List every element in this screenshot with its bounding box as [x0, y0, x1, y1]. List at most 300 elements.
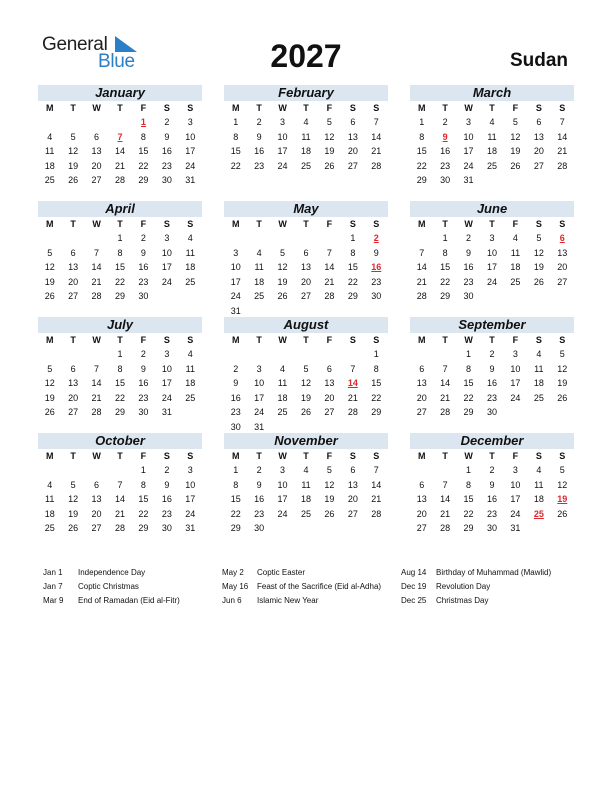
weekday-label: F	[326, 103, 333, 113]
day-cell: 29	[230, 523, 241, 533]
weekday-label: T	[70, 103, 76, 113]
empty-day-cell	[410, 463, 433, 478]
day-cell: 8	[140, 131, 146, 142]
day-cell: 5	[559, 349, 565, 359]
holiday-entry	[222, 594, 381, 608]
weekday-label: F	[326, 335, 333, 345]
weekday-label: W	[92, 335, 101, 345]
day-cell: 11	[254, 262, 264, 272]
month-november	[224, 433, 388, 536]
day-cell: 7	[94, 247, 100, 258]
empty-day-cell	[38, 347, 61, 362]
day-cell: 7	[419, 247, 425, 258]
day-cell: 1	[442, 233, 448, 243]
day-cell: 14	[416, 262, 427, 272]
day-cell: 13	[91, 494, 102, 504]
day-cell: 21	[347, 392, 358, 403]
day-cell: 26	[44, 407, 55, 417]
day-cell: 10	[161, 247, 172, 258]
day-cell: 1	[466, 349, 472, 359]
day-cell: 31	[463, 175, 474, 185]
month-grid	[38, 217, 202, 304]
weekday-label: W	[92, 103, 101, 113]
day-cell: 1	[373, 349, 379, 359]
day-cell: 30	[371, 291, 382, 301]
day-cell: 25	[533, 392, 544, 403]
empty-day-cell	[61, 231, 84, 246]
weekday-label: T	[442, 451, 448, 461]
weekday-label: S	[559, 335, 566, 345]
day-cell: 20	[347, 146, 358, 156]
day-cell: 24	[277, 508, 288, 519]
day-cell: 18	[277, 392, 288, 403]
day-cell: 30	[254, 523, 265, 533]
day-cell: 9	[489, 363, 495, 374]
day-cell: 2	[233, 363, 239, 374]
day-cell: 4	[187, 233, 193, 243]
weekday-label: F	[326, 451, 333, 461]
weekday-label: W	[92, 219, 101, 229]
day-cell: 2	[256, 117, 262, 127]
day-cell: 8	[233, 131, 239, 142]
day-cell: 3	[512, 465, 518, 475]
day-cell: 5	[303, 363, 309, 374]
month-grid	[224, 101, 388, 173]
day-cell: 7	[373, 117, 379, 127]
day-cell: 8	[117, 363, 123, 374]
day-cell: 28	[324, 291, 335, 301]
weekday-label: T	[70, 335, 76, 345]
day-cell: 3	[164, 233, 170, 243]
weekday-label: T	[256, 103, 262, 113]
day-cell: 30	[230, 421, 241, 432]
day-cell: 26	[277, 291, 288, 301]
day-cell: 27	[68, 291, 79, 301]
empty-day-cell	[38, 115, 61, 130]
holiday-date: Dec 19	[401, 582, 427, 591]
weekday-label: T	[117, 335, 123, 345]
holiday-entry	[222, 580, 381, 594]
day-cell: 20	[91, 160, 102, 171]
day-cell: 4	[489, 117, 495, 127]
weekday-label: W	[464, 335, 473, 345]
day-cell: 18	[510, 262, 521, 272]
weekday-label: M	[231, 103, 240, 113]
day-cell: 23	[254, 508, 265, 519]
day-cell: 15	[371, 378, 382, 388]
day-cell: 29	[347, 291, 358, 301]
weekday-label: W	[278, 103, 287, 113]
day-cell: 13	[324, 378, 335, 388]
day-cell: 3	[466, 117, 472, 127]
day-cell: 18	[300, 494, 311, 504]
day-cell: 16	[486, 378, 497, 388]
day-cell: 28	[91, 291, 102, 301]
day-cell: 24	[230, 291, 241, 301]
empty-day-cell	[433, 463, 456, 478]
day-cell: 12	[557, 479, 568, 490]
day-cell: 19	[510, 146, 521, 156]
weekday-label: S	[535, 451, 542, 461]
day-cell: 31	[161, 407, 172, 417]
day-cell: 18	[44, 160, 55, 171]
day-cell: 23	[463, 276, 474, 287]
day-cell: 2	[466, 233, 472, 243]
day-cell: 23	[138, 392, 149, 403]
month-june	[410, 201, 574, 304]
day-cell: 18	[300, 146, 311, 156]
day-cell: 19	[68, 508, 79, 519]
day-cell: 10	[486, 247, 497, 258]
day-cell: 19	[44, 276, 55, 287]
day-cell: 14	[324, 262, 335, 272]
day-cell: 7	[326, 247, 332, 258]
day-cell: 17	[510, 494, 521, 504]
day-cell: 2	[489, 465, 495, 475]
day-cell: 9	[256, 131, 262, 142]
weekday-label: T	[442, 103, 448, 113]
day-cell: 23	[230, 407, 241, 417]
month-title: February	[224, 85, 388, 101]
month-title: April	[38, 201, 202, 217]
day-cell: 6	[94, 479, 100, 490]
day-cell: 13	[347, 131, 358, 142]
day-cell: 31	[185, 175, 196, 185]
day-cell: 10	[510, 363, 521, 374]
holiday-name: Coptic Christmas	[78, 582, 139, 591]
month-title: July	[38, 317, 202, 333]
month-may	[224, 201, 388, 318]
day-cell: 5	[70, 131, 76, 142]
day-cell: 28	[416, 291, 427, 301]
day-cell: 21	[114, 160, 125, 171]
month-july	[38, 317, 202, 420]
day-cell: 24	[510, 392, 521, 403]
weekday-label: S	[373, 103, 380, 113]
day-cell: 8	[140, 479, 146, 490]
weekday-label: S	[163, 335, 170, 345]
day-cell: 12	[533, 247, 544, 258]
calendar-year: 2027	[270, 38, 342, 74]
month-grid	[224, 217, 388, 318]
day-cell: 17	[463, 146, 474, 156]
day-cell: 20	[557, 262, 568, 272]
day-cell: 26	[68, 175, 79, 185]
weekday-label: M	[417, 335, 426, 345]
holiday-name: Independence Day	[78, 568, 146, 577]
day-cell: 17	[510, 378, 521, 388]
weekday-label: S	[349, 335, 356, 345]
day-cell: 22	[230, 160, 241, 171]
day-cell: 18	[533, 494, 544, 504]
day-cell: 22	[347, 276, 358, 287]
holiday-day-cell: 2	[373, 233, 379, 243]
empty-day-cell	[318, 347, 341, 362]
month-title: January	[38, 85, 202, 101]
empty-day-cell	[271, 231, 294, 246]
day-cell: 26	[324, 508, 335, 519]
holiday-day-cell: 25	[533, 508, 544, 519]
day-cell: 21	[371, 494, 382, 504]
day-cell: 17	[230, 276, 241, 287]
holiday-name: End of Ramadan (Eid al-Fitr)	[78, 596, 180, 605]
month-title: September	[410, 317, 574, 333]
holiday-date: Mar 9	[43, 596, 64, 605]
holiday-date: Jan 1	[43, 568, 63, 577]
day-cell: 30	[138, 291, 149, 301]
weekday-label: S	[535, 103, 542, 113]
day-cell: 21	[371, 146, 382, 156]
weekday-label: W	[464, 103, 473, 113]
month-september	[410, 317, 574, 420]
day-cell: 16	[463, 262, 474, 272]
day-cell: 13	[533, 131, 544, 142]
day-cell: 28	[440, 523, 451, 533]
day-cell: 4	[280, 363, 286, 374]
day-cell: 16	[138, 378, 149, 388]
month-grid	[38, 449, 202, 536]
day-cell: 18	[185, 262, 196, 272]
day-cell: 6	[419, 479, 425, 490]
day-cell: 8	[350, 247, 356, 258]
weekday-label: T	[303, 451, 309, 461]
day-cell: 19	[324, 494, 335, 504]
empty-day-cell	[410, 231, 433, 246]
holiday-day-cell: 1	[140, 117, 146, 127]
day-cell: 1	[419, 117, 425, 127]
day-cell: 13	[300, 262, 311, 272]
weekday-label: S	[349, 103, 356, 113]
day-cell: 28	[347, 407, 358, 417]
day-cell: 14	[91, 262, 102, 272]
empty-day-cell	[224, 347, 247, 362]
day-cell: 17	[277, 146, 288, 156]
day-cell: 23	[138, 276, 149, 287]
day-cell: 2	[489, 349, 495, 359]
day-cell: 18	[254, 276, 265, 287]
day-cell: 8	[117, 247, 123, 258]
weekday-label: W	[278, 335, 287, 345]
day-cell: 5	[47, 363, 53, 374]
weekday-label: F	[140, 103, 147, 113]
month-title: May	[224, 201, 388, 217]
day-cell: 12	[44, 378, 55, 388]
day-cell: 29	[114, 407, 125, 417]
day-cell: 7	[350, 363, 356, 374]
day-cell: 10	[254, 378, 265, 388]
month-january	[38, 85, 202, 188]
day-cell: 25	[510, 276, 521, 287]
weekday-label: M	[231, 451, 240, 461]
day-cell: 5	[536, 233, 542, 243]
day-cell: 14	[440, 494, 451, 504]
day-cell: 27	[533, 160, 544, 171]
day-cell: 11	[534, 479, 544, 490]
empty-day-cell	[85, 347, 108, 362]
weekday-label: S	[559, 103, 566, 113]
holiday-day-cell: 9	[442, 131, 448, 142]
day-cell: 2	[164, 465, 170, 475]
holiday-day-cell: 14	[347, 378, 358, 388]
day-cell: 10	[161, 363, 172, 374]
day-cell: 11	[45, 146, 55, 156]
day-cell: 14	[114, 146, 125, 156]
empty-day-cell	[108, 463, 131, 478]
day-cell: 17	[185, 494, 196, 504]
weekday-label: F	[140, 451, 147, 461]
weekday-label: F	[140, 219, 147, 229]
weekday-label: S	[187, 335, 194, 345]
month-august	[224, 317, 388, 434]
day-cell: 29	[371, 407, 382, 417]
day-cell: 10	[185, 479, 196, 490]
day-cell: 14	[114, 494, 125, 504]
weekday-label: M	[417, 219, 426, 229]
month-title: March	[410, 85, 574, 101]
day-cell: 23	[486, 392, 497, 403]
day-cell: 15	[138, 494, 149, 504]
day-cell: 4	[187, 349, 193, 359]
holiday-column	[222, 566, 381, 608]
day-cell: 26	[44, 291, 55, 301]
day-cell: 11	[277, 378, 288, 388]
day-cell: 22	[114, 392, 125, 403]
empty-day-cell	[61, 463, 84, 478]
weekday-label: T	[117, 103, 123, 113]
weekday-label: F	[512, 103, 519, 113]
day-cell: 20	[347, 494, 358, 504]
day-cell: 27	[347, 160, 358, 171]
day-cell: 14	[371, 479, 382, 490]
day-cell: 27	[68, 407, 79, 417]
weekday-label: S	[163, 219, 170, 229]
day-cell: 21	[440, 508, 451, 519]
weekday-label: F	[512, 219, 519, 229]
day-cell: 22	[416, 160, 427, 171]
day-cell: 29	[138, 523, 149, 533]
day-cell: 9	[164, 131, 170, 142]
weekday-label: T	[442, 219, 448, 229]
day-cell: 13	[68, 378, 79, 388]
day-cell: 25	[254, 291, 265, 301]
day-cell: 16	[486, 494, 497, 504]
weekday-label: F	[140, 335, 147, 345]
day-cell: 15	[463, 494, 474, 504]
holiday-entry	[401, 594, 551, 608]
day-cell: 8	[419, 131, 425, 142]
day-cell: 11	[301, 479, 311, 490]
holiday-name: Islamic New Year	[257, 596, 319, 605]
weekday-label: T	[303, 103, 309, 113]
day-cell: 21	[91, 276, 102, 287]
weekday-label: S	[559, 451, 566, 461]
day-cell: 29	[463, 407, 474, 417]
month-title: August	[224, 317, 388, 333]
day-cell: 28	[114, 175, 125, 185]
weekday-label: T	[256, 335, 262, 345]
day-cell: 27	[91, 523, 102, 533]
weekday-label: M	[45, 451, 54, 461]
day-cell: 31	[254, 421, 265, 432]
empty-day-cell	[410, 347, 433, 362]
day-cell: 8	[466, 479, 472, 490]
day-cell: 28	[371, 160, 382, 171]
month-december	[410, 433, 574, 536]
day-cell: 28	[371, 508, 382, 519]
day-cell: 24	[185, 508, 196, 519]
month-title: June	[410, 201, 574, 217]
empty-day-cell	[61, 115, 84, 130]
day-cell: 15	[114, 262, 125, 272]
day-cell: 20	[324, 392, 335, 403]
holiday-day-cell: 16	[371, 262, 382, 272]
weekday-label: S	[349, 219, 356, 229]
day-cell: 20	[300, 276, 311, 287]
weekday-label: T	[303, 335, 309, 345]
weekday-label: T	[489, 451, 495, 461]
weekday-label: T	[256, 219, 262, 229]
day-cell: 1	[140, 465, 146, 475]
empty-day-cell	[85, 463, 108, 478]
day-cell: 9	[233, 378, 239, 388]
day-cell: 2	[140, 233, 146, 243]
day-cell: 16	[440, 146, 451, 156]
weekday-label: T	[117, 451, 123, 461]
day-cell: 14	[557, 131, 568, 142]
day-cell: 5	[326, 465, 332, 475]
day-cell: 24	[486, 276, 497, 287]
weekday-label: T	[256, 451, 262, 461]
holiday-day-cell: 6	[559, 233, 565, 243]
day-cell: 8	[466, 363, 472, 374]
day-cell: 10	[185, 131, 196, 142]
day-cell: 29	[138, 175, 149, 185]
day-cell: 4	[47, 131, 53, 142]
holiday-entry	[401, 580, 551, 594]
day-cell: 26	[300, 407, 311, 417]
day-cell: 6	[326, 363, 332, 374]
holiday-date: Aug 14	[401, 568, 427, 577]
weekday-label: W	[278, 219, 287, 229]
day-cell: 7	[442, 363, 448, 374]
day-cell: 16	[138, 262, 149, 272]
holiday-date: Jun 6	[222, 596, 242, 605]
month-grid	[224, 449, 388, 536]
day-cell: 19	[44, 392, 55, 403]
month-march	[410, 85, 574, 188]
month-grid	[410, 217, 574, 304]
weekday-label: T	[489, 103, 495, 113]
weekday-label: S	[535, 219, 542, 229]
day-cell: 4	[256, 247, 262, 258]
empty-day-cell	[247, 231, 270, 246]
day-cell: 24	[277, 160, 288, 171]
day-cell: 3	[512, 349, 518, 359]
day-cell: 10	[277, 131, 288, 142]
day-cell: 12	[300, 378, 311, 388]
day-cell: 13	[68, 262, 79, 272]
month-grid	[38, 101, 202, 188]
day-cell: 20	[68, 392, 79, 403]
holiday-name: Revolution Day	[436, 582, 491, 591]
day-cell: 27	[347, 508, 358, 519]
day-cell: 6	[536, 117, 542, 127]
day-cell: 17	[486, 262, 497, 272]
day-cell: 30	[486, 407, 497, 417]
day-cell: 19	[277, 276, 288, 287]
day-cell: 18	[185, 378, 196, 388]
empty-day-cell	[108, 115, 131, 130]
